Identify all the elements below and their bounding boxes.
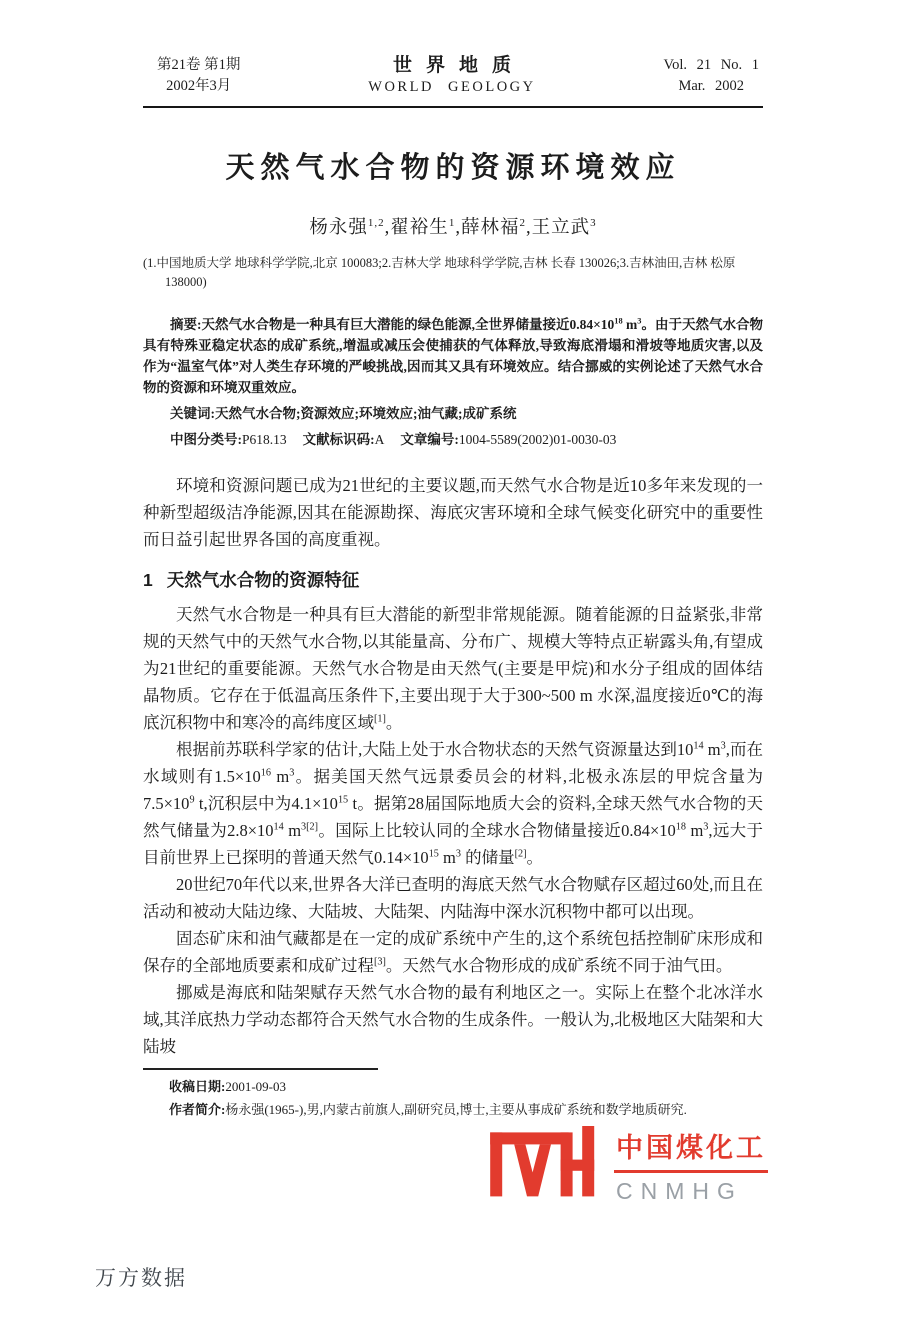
received-value: 2001-09-03 — [225, 1079, 287, 1094]
page-content — [143, 55, 763, 1121]
footnote-bio — [143, 1098, 763, 1121]
article-id-value: 1004-5589(2002)01-0030-03 — [458, 432, 617, 447]
keywords-label: 关键词: — [170, 406, 215, 421]
article-body — [143, 472, 763, 1060]
abstract-block — [143, 314, 763, 398]
section1-heading — [143, 565, 763, 595]
section1-number: 1 — [143, 570, 153, 590]
header-journal-block — [368, 55, 535, 97]
cnmhg-logo-icon — [487, 1120, 599, 1204]
journal-header — [143, 55, 763, 97]
bio-value: 杨永强(1965-),男,内蒙古前旗人,副研究员,博士,主要从事成矿系统和数学地质研究. — [225, 1102, 687, 1117]
keywords-text: 天然气水合物;资源效应;环境效应;油气藏;成矿系统 — [215, 406, 517, 421]
brand-text-block — [614, 1120, 768, 1205]
header-volume-block — [664, 55, 763, 97]
wanfang-watermark: 万方数据 — [95, 1267, 187, 1290]
doc-code-label: 文献标识码: — [302, 432, 375, 447]
header-vol-en: Vol. 21 No. 1 — [663, 57, 759, 73]
header-issue-cn: 第21卷 第1期 — [157, 57, 241, 73]
classification-line — [143, 429, 763, 450]
section1-title: 天然气水合物的资源特征 — [166, 570, 360, 590]
keywords-block — [143, 403, 763, 424]
journal-title-en: WORLD GEOLOGY — [368, 79, 536, 95]
publisher-watermark — [487, 1120, 768, 1205]
header-date-cn: 2002年3月 — [166, 78, 232, 94]
header-rule — [143, 106, 763, 108]
doc-code-value: A — [374, 432, 385, 447]
body-paragraph: 根据前苏联科学家的估计,大陆上处于水合物状态的天然气资源量达到$10^{14}$ $m^3$,而在水域则有$1.5\times 10^{16}$ $m^3$。据美国天然气远景委员会的材料,北极永冻层的甲烷含量为$7.5\times 10^9$ t,沉积层中为$4.1\times 10^{15}$ t。据第28届国际地质大会的资料,全球天然气水合物的天然气储量为$2.8\times 10^{14}$ $m^{3[2]}$。国际上比较认同的全球水合物储量接近$0.84\times 10^{18}$ $m^3$,远大于目前世界上已探明的普通天然气$0.14\times 10^{15}$ $m^3$ 的储量[2]。 — [143, 740, 764, 867]
article-title: 天然气水合物的资源环境效应 — [225, 152, 681, 184]
body-paragraph: 天然气水合物是一种具有巨大潜能的新型非常规能源。随着能源的日益紧张,非常规的天然气中的天然气水合物,以其能量高、分布广、规模大等特点正崭露头角,有望成为21世纪的重要能源。天然气水合物是由天然气(主要是甲烷)和水分子组成的固体结晶物质。它存在于低温高压条件下,主要出现于大于300~500 m 水深,温度接近0℃的海底沉积物中和寒冷的高纬度区域[1]。 — [143, 605, 763, 732]
abstract-text: 天然气水合物是一种具有巨大潜能的绿色能源,全世界储量接近$0.84\times 10^{18}$ $m^3$。由于天然气水合物具有特殊亚稳定状态的成矿系统,,增温或减压会使捕获的气体释放,导致海底滑塌和滑坡等地质灾害,以及作为“温室气体”对人类生存环境的严峻挑战,因而其又具有环境效应。结合挪威的实例论述了天然气水合物的资源和环境双重效应。 — [143, 316, 763, 395]
footnote-received — [143, 1075, 763, 1098]
abstract-label: 摘要: — [170, 317, 202, 332]
clc-label: 中图分类号: — [170, 432, 242, 447]
intro-paragraph: 环境和资源问题已成为21世纪的主要议题,而天然气水合物是近10多年来发现的一种新型超级洁净能源,因其在能源勘探、海底灾害环境和全球气候变化研究中的重要性而日益引起世界各国的高度重视。 — [143, 476, 763, 549]
footnote-block — [143, 1075, 763, 1121]
header-date-en: Mar. 2002 — [678, 78, 745, 94]
header-issue-block — [143, 55, 240, 97]
authors-line: 杨永强$^{1,2}$,翟裕生$^1$,薛林福$^2$,王立武$^3$ — [309, 216, 597, 238]
clc-value: P618.13 — [242, 432, 287, 447]
bio-label: 作者简介: — [169, 1102, 226, 1117]
affiliation-line: (1.中国地质大学 地球科学学院,北京 100083;2.吉林大学 地球科学学院,吉林 长春 130026;3.吉林油田,吉林 松原 138000) — [143, 256, 736, 289]
brand-name-cn: 中国煤化工 — [614, 1120, 768, 1173]
footnote-rule — [143, 1068, 378, 1070]
received-label: 收稿日期: — [169, 1079, 226, 1094]
body-paragraph: 挪威是海底和陆架赋存天然气水合物的最有利地区之一。实际上在整个北冰洋水域,其洋底热力学动态都符合天然气水合物的生成条件。一般认为,北极地区大陆架和大陆坡 — [143, 983, 763, 1056]
body-paragraph: 20世纪70年代以来,世界各大洋已查明的海底天然气水合物赋存区超过60处,而且在活动和被动大陆边缘、大陆坡、大陆架、内陆海中深水沉积物中都可以出现。 — [143, 875, 763, 921]
body-paragraph: 固态矿床和油气藏都是在一定的成矿系统中产生的,这个系统包括控制矿床形成和保存的全部地质要素和成矿过程[3]。天然气水合物形成的成矿系统不同于油气田。 — [143, 929, 763, 975]
brand-name-en: CNMHG — [616, 1178, 743, 1204]
journal-title-cn: 世界地质 — [392, 55, 525, 76]
article-id-label: 文章编号: — [400, 432, 459, 447]
